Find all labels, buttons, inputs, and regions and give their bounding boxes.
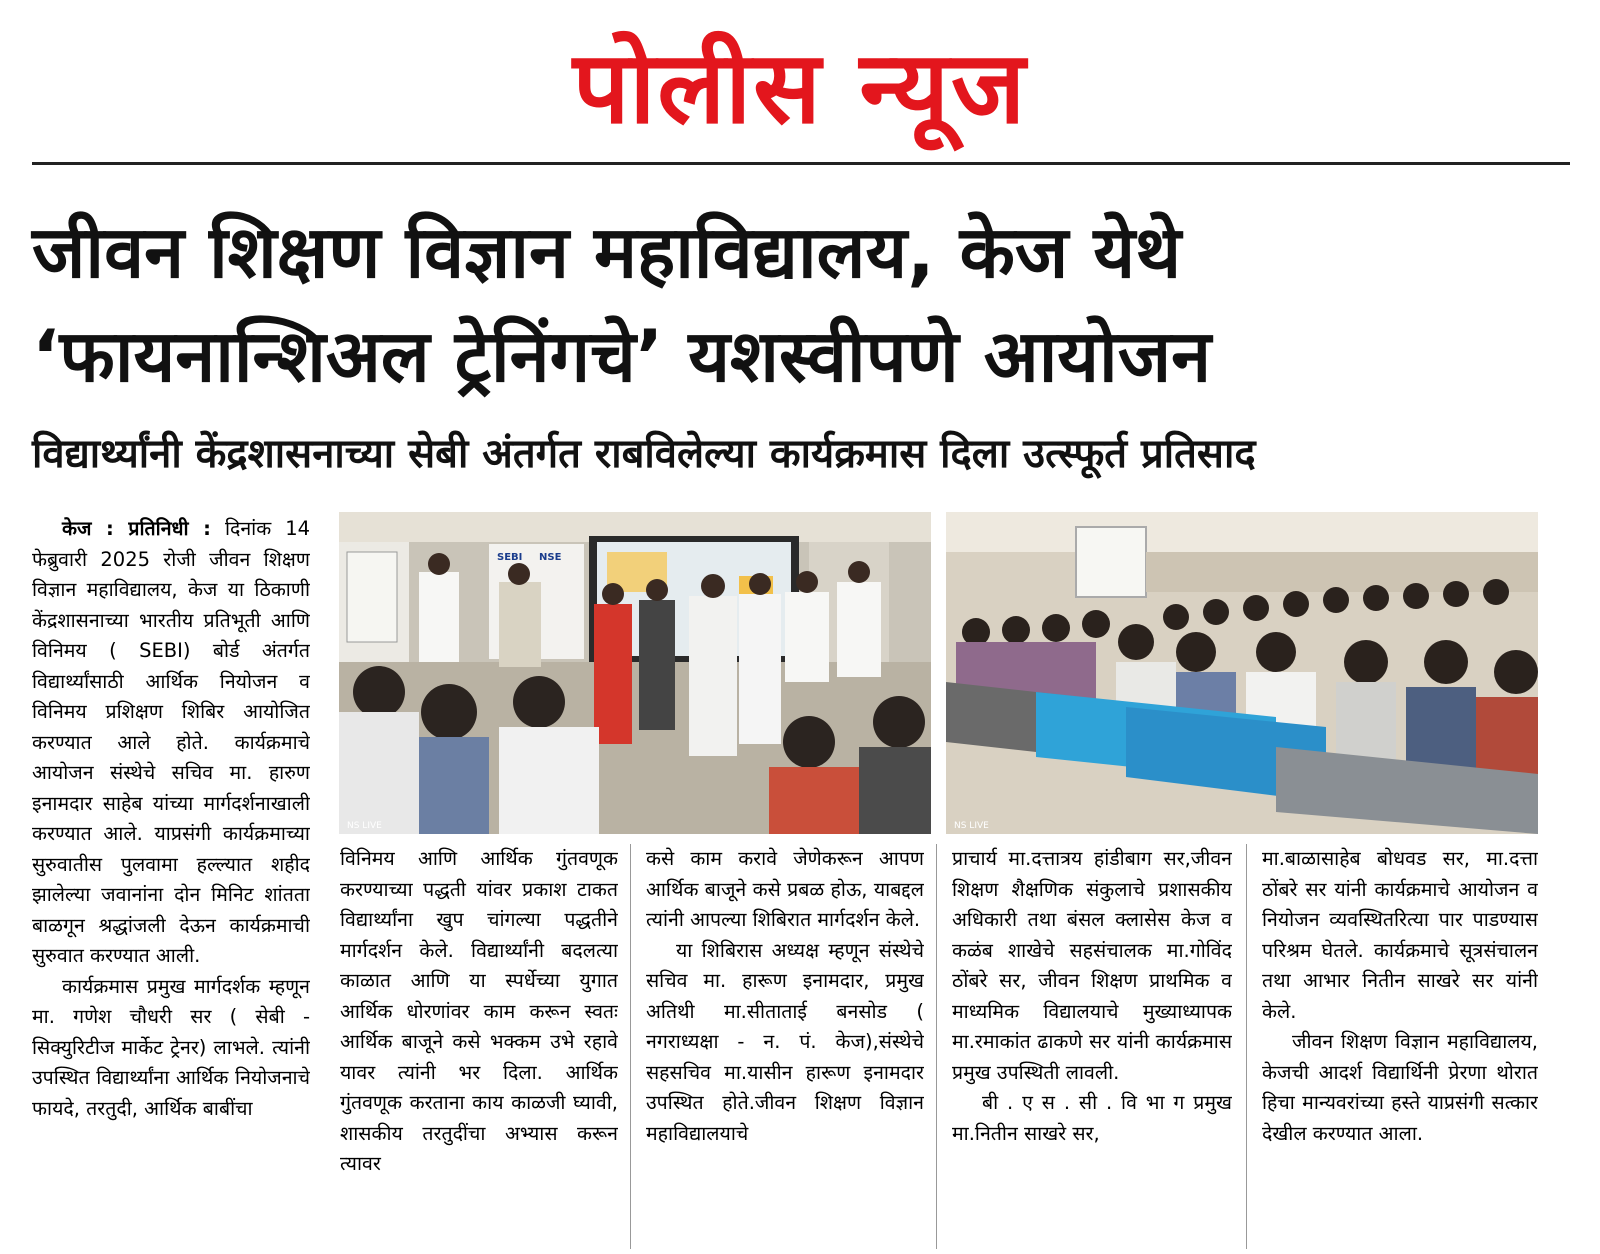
column-divider: [1246, 844, 1247, 1249]
article-column-3: [646, 844, 924, 1249]
photo-watermark: NS LIVE: [954, 821, 989, 831]
banner-sebi-text: SEBI: [497, 552, 523, 563]
subheadline: विद्यार्थ्यांनी केंद्रशासनाच्या सेबी अंतर्गत राबविलेल्या कार्यक्रमास दिला उत्स्फूर्त प्रतिसाद: [32, 431, 1256, 477]
column-divider: [630, 844, 631, 1249]
paragraph-text: दिनांक 14 फेब्रुवारी 2025 रोजी जीवन शिक्षण विज्ञान महाविद्यालय, केज या ठिकाणी केंद्रशासनाच्या भारतीय प्रतिभूती आणि विनिमय ( SEBI) बोर्ड अंतर्गत विद्यार्थ्यांसाठी आर्थिक नियोजन व विनिमय प्रशिक्षण शिबिर आयोजित करण्यात आले होते. कार्यक्रमाचे आयोजन संस्थेचे सचिव मा. हारुण इनामदार साहेब यांच्या मार्गदर्शनाखाली करण्यात आले. याप्रसंगी कार्यक्रमाच्या सुरुवातीस पुलवामा हल्ल्यात शहीद झालेल्या जवानांना दोन मिनिट शांतता बाळगून श्रद्धांजली देऊन कार्यक्रमाची सुरुवात करण्यात आली.: [32, 517, 310, 967]
headline-line-2: ‘फायनान्शिअल ट्रेनिंगचे’ यशस्वीपणे आयोजन: [32, 314, 1212, 398]
photo-stage-felicitation: [339, 512, 931, 834]
headline-line-1: जीवन शिक्षण विज्ञान महाविद्यालय, केज येथे: [32, 210, 1182, 294]
article-column-5: [1262, 844, 1538, 1249]
masthead-logo: पोलीस न्यूज: [572, 29, 1028, 146]
column-divider: [936, 844, 937, 1249]
article-column-4: [952, 844, 1232, 1249]
banner-nse-text: NSE: [539, 552, 562, 563]
article-paragraph: जीवन शिक्षण विज्ञान महाविद्यालय, केजची आदर्श विद्यार्थिनी प्रेरणा थोरात हिचा मान्यवरांच्या हस्ते याप्रसंगी सत्कार देखील करण्यात आला.: [1262, 1030, 1538, 1145]
photo-watermark: NS LIVE: [347, 821, 382, 831]
photo-audience-students: [946, 512, 1538, 834]
article-paragraph: मा.बाळासाहेब बोधवड सर, मा.दत्ता ठोंबरे सर यांनी कार्यक्रमाचे आयोजन व नियोजन व्यवस्थितरित्या पार पाडण्यास परिश्रम घेतले. कार्यक्रमाचे सूत्रसंचालन तथा आभार नितीन साखरे सर यांनी केले.: [1262, 847, 1538, 1023]
article-paragraph: विनिमय आणि आर्थिक गुंतवणूक करण्याच्या पद्धती यांवर प्रकाश टाकत विद्यार्थ्यांना खुप चांगल्या पद्धतीने मार्गदर्शन केले. विद्यार्थ्यांनी बदलत्या काळात आणि या स्पर्धेच्या युगात आर्थिक धोरणांवर काम करून स्वतः आर्थिक बाजूने कसे भक्कम उभे रहावे यावर त्यांनी भर दिला. आर्थिक गुंतवणूक करताना काय काळजी घ्यावी, शासकीय तरतुदींचा अभ्यास करून त्यावर: [340, 847, 618, 1175]
article-paragraph: या शिबिरास अध्यक्ष म्हणून संस्थेचे सचिव मा. हारूण इनामदार, प्रमुख अतिथी मा.सीताताई बनसोड ( नगराध्यक्षा - न. पं. केज),संस्थेचे सहसचिव मा.यासीन हारूण इनामदार उपस्थित होते.जीवन शिक्षण विज्ञान महाविद्यालयाचे: [646, 938, 924, 1145]
masthead-rule: [32, 162, 1570, 165]
article-paragraph: बी . ए स . सी . वि भा ग प्रमुख मा.नितीन साखरे सर,: [952, 1091, 1232, 1145]
photo-audience-illustration: [946, 512, 1538, 834]
article-paragraph: प्राचार्य मा.दत्तात्रय हांडीबाग सर,जीवन शिक्षण शैक्षणिक संकुलाचे प्रशासकीय अधिकारी तथा बंसल क्लासेस केज व कळंब शाखेचे सहसंचालक मा.गोविंद ठोंबरे सर, जीवन शिक्षण प्राथमिक व माध्यमिक विद्यालयाचे मुख्याध्यापक मा.रमाकांत ढाकणे सर यांनी कार्यक्रमास प्रमुख उपस्थिती लावली.: [952, 847, 1232, 1084]
byline: केज : प्रतिनिधी :: [62, 517, 211, 540]
article-paragraph: कसे काम करावे जेणेकरून आपण आर्थिक बाजूने कसे प्रबळ होऊ, याबद्दल त्यांनी आपल्या शिबिरात मार्गदर्शन केले.: [646, 847, 924, 931]
article-paragraph: कार्यक्रमास प्रमुख मार्गदर्शक म्हणून मा. गणेश चौधरी सर ( सेबी - सिक्युरिटीज मार्केट ट्रेनर) लाभले. त्यांनी उपस्थित विद्यार्थ्यांना आर्थिक नियोजनाचे फायदे, तरतुदी, आर्थिक बाबींचा: [32, 974, 310, 1120]
article-column-2: [340, 844, 618, 1249]
photo-stage-illustration: [339, 512, 931, 834]
article-paragraph: [32, 514, 310, 972]
article-column-1: [32, 514, 310, 1249]
